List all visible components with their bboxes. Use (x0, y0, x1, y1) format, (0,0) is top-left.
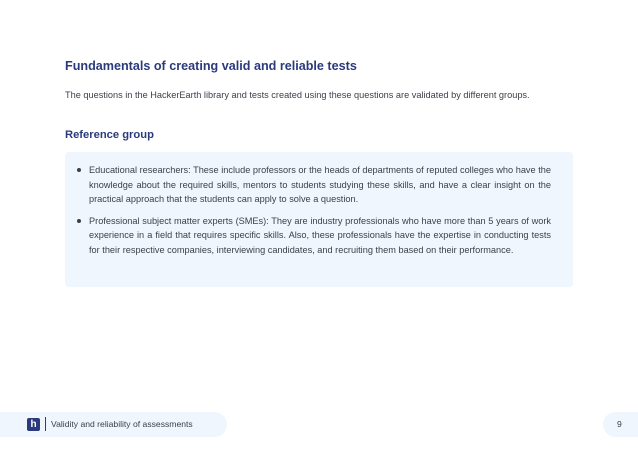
footer-document-title: Validity and reliability of assessments (51, 419, 193, 429)
reference-group-list (75, 163, 551, 264)
bullet-icon (77, 168, 81, 172)
footer-divider (45, 417, 46, 431)
page-title: Fundamentals of creating valid and reliable tests (65, 59, 357, 73)
reference-group-heading: Reference group (65, 129, 154, 141)
list-item-text: Educational researchers: These include professors or the heads of departments of reputed colleges who have the knowledge about the required skills, mentors to students studying these skills, and have a clear insight on the practical approach that the students can apply to solve a question. (89, 165, 551, 204)
page-number: 9 (617, 419, 622, 429)
reference-group-box (65, 152, 573, 287)
list-item-text: Professional subject matter experts (SMEs): They are industry professionals who have more than 5 years of work experience in a field that requires specific skills. Also, these professionals have the expertise in conducting tests for their respective companies, interviewing candidates, and recruiting them based on their performance. (89, 215, 551, 255)
list-item (75, 214, 551, 258)
hackerearth-logo-icon: h (27, 418, 40, 431)
list-item (75, 163, 551, 207)
bullet-icon (77, 219, 81, 223)
intro-paragraph: The questions in the HackerEarth library and tests created using these questions are validated by different groups. (65, 90, 530, 100)
